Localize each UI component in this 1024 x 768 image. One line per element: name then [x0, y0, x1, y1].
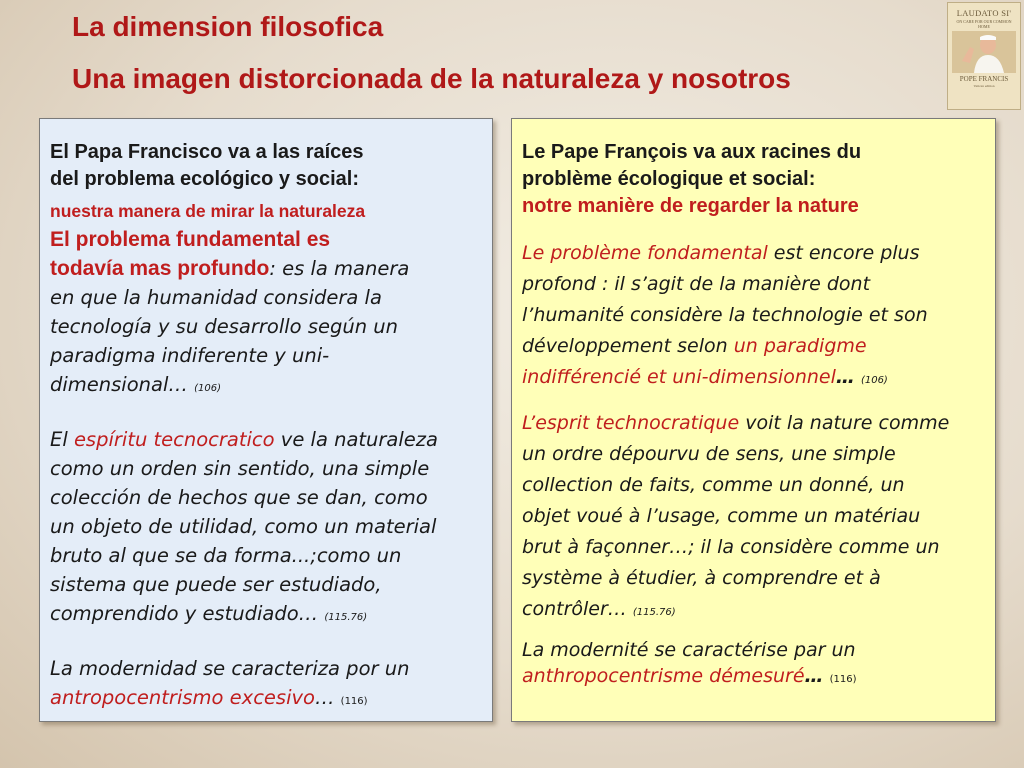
- book-title: LAUDATO SI': [956, 8, 1012, 18]
- fr-p2-line7-text: contrôler…: [522, 598, 627, 620]
- slide-subtitle: Una imagen distorcionada de la naturaleza y nosotros: [72, 63, 791, 94]
- fr-p1-line1-rest: est encore plus: [767, 242, 920, 264]
- es-p1-line6: [50, 373, 221, 396]
- fr-p3-highlight: anthropocentrisme démesuré: [522, 665, 805, 687]
- fr-p3-ellipsis: …: [804, 665, 824, 687]
- book-publisher: Vatican edition: [973, 84, 995, 88]
- fr-p1-line2: profond : il s’agit de la manière dont: [522, 273, 871, 295]
- es-p1-line2-rest: : es la manera: [269, 257, 410, 280]
- fr-p2-line7: [522, 598, 676, 620]
- es-p2-highlight: espíritu tecnocratico: [73, 428, 275, 451]
- book-author: POPE FRANCIS: [959, 75, 1009, 83]
- es-p2-line1-c: ve la naturaleza: [274, 428, 438, 451]
- es-p1-line3: en que la humanidad considera la: [50, 286, 382, 309]
- fr-p2-line1: [522, 412, 949, 434]
- fr-p1-line4: [522, 335, 867, 357]
- french-text-panel: [511, 118, 996, 722]
- es-p1-line6-text: dimensional…: [50, 373, 188, 396]
- fr-p1-citation: (106): [860, 375, 888, 386]
- es-p1-line1: El problema fundamental es: [50, 228, 331, 251]
- es-p3-line2: [50, 686, 368, 709]
- fr-p1-line4-a: développement selon: [522, 335, 734, 357]
- es-heading-line1: El Papa Francisco va a las raíces: [50, 141, 364, 163]
- es-p2-line1: [50, 428, 438, 451]
- es-p2-line1-a: El: [50, 428, 74, 451]
- fr-p2-line5: brut à façonner…; il la considère comme un: [522, 536, 940, 558]
- es-p3-citation: (116): [340, 696, 368, 707]
- es-p2-line2: como un orden sin sentido, una simple: [50, 457, 430, 480]
- book-subtitle: ON CARE FOR OUR COMMON HOME: [956, 19, 1012, 29]
- es-p3-ellipsis: …: [314, 686, 335, 709]
- es-p2-line5: bruto al que se da forma...;como un: [50, 544, 402, 567]
- es-p2-line3: colección de hechos que se dan, como: [50, 486, 428, 509]
- fr-p1-paradigm: un paradigme: [733, 335, 867, 357]
- fr-p1-line5-text: indifférencié et uni-dimensionnel: [522, 366, 836, 388]
- fr-p2-line2: un ordre dépourvu de sens, une simple: [522, 443, 896, 465]
- es-p2-line7-text: comprendido y estudiado…: [50, 602, 319, 625]
- fr-p3-line2: [522, 665, 856, 687]
- spanish-text-panel: [39, 118, 493, 722]
- es-p2-line4: un objeto de utilidad, como un material: [50, 515, 437, 538]
- fr-p1-highlight: Le problème fondamental: [522, 242, 768, 264]
- fr-p2-highlight: L’esprit technocratique: [522, 412, 740, 434]
- es-p2-line6: sistema que puede ser estudiado,: [50, 573, 382, 596]
- es-p1-line5: paradigma indiferente y uni-: [50, 344, 330, 367]
- es-heading-line2: del problema ecológico y social:: [50, 168, 359, 190]
- fr-p3-citation: (116): [829, 674, 857, 685]
- fr-p2-line1-rest: voit la nature comme: [739, 412, 950, 434]
- fr-heading-line1: Le Pape François va aux racines du: [522, 141, 862, 163]
- fr-p1-line1: [522, 242, 920, 264]
- es-p1-line4: tecnología y su desarrollo según un: [50, 315, 398, 338]
- pope-photo-icon: [952, 31, 1016, 73]
- es-p2-line7: [50, 602, 367, 625]
- es-p3-highlight: antropocentrismo excesivo: [50, 686, 315, 709]
- fr-subheading: notre manière de regarder la nature: [522, 195, 859, 217]
- fr-p1-line3: l’humanité considère la technologie et son: [522, 304, 928, 326]
- fr-p2-citation: (115.76): [632, 607, 676, 618]
- fr-p1-ellipsis: …: [835, 366, 855, 388]
- es-subheading: nuestra manera de mirar la naturaleza: [50, 201, 366, 221]
- es-p1-highlight: todavía mas profundo: [50, 257, 270, 280]
- es-p1-line2: [50, 257, 409, 281]
- es-p3-line1: La modernidad se caracteriza por un: [50, 657, 410, 680]
- es-p2-citation: (115.76): [324, 612, 368, 623]
- fr-heading-line2: problème écologique et social:: [522, 168, 816, 190]
- fr-p1-line5: [522, 366, 888, 388]
- slide-title: La dimension filosofica: [72, 11, 384, 42]
- es-p1-citation: (106): [194, 383, 221, 394]
- fr-p2-line4: objet voué à l’usage, comme un matériau: [522, 505, 921, 527]
- fr-p2-line3: collection de faits, comme un donné, un: [522, 474, 905, 496]
- fr-p2-line6: système à étudier, à comprendre et à: [522, 567, 881, 589]
- book-cover-image: [947, 2, 1021, 110]
- fr-p3-line1: La modernité se caractérise par un: [522, 639, 856, 661]
